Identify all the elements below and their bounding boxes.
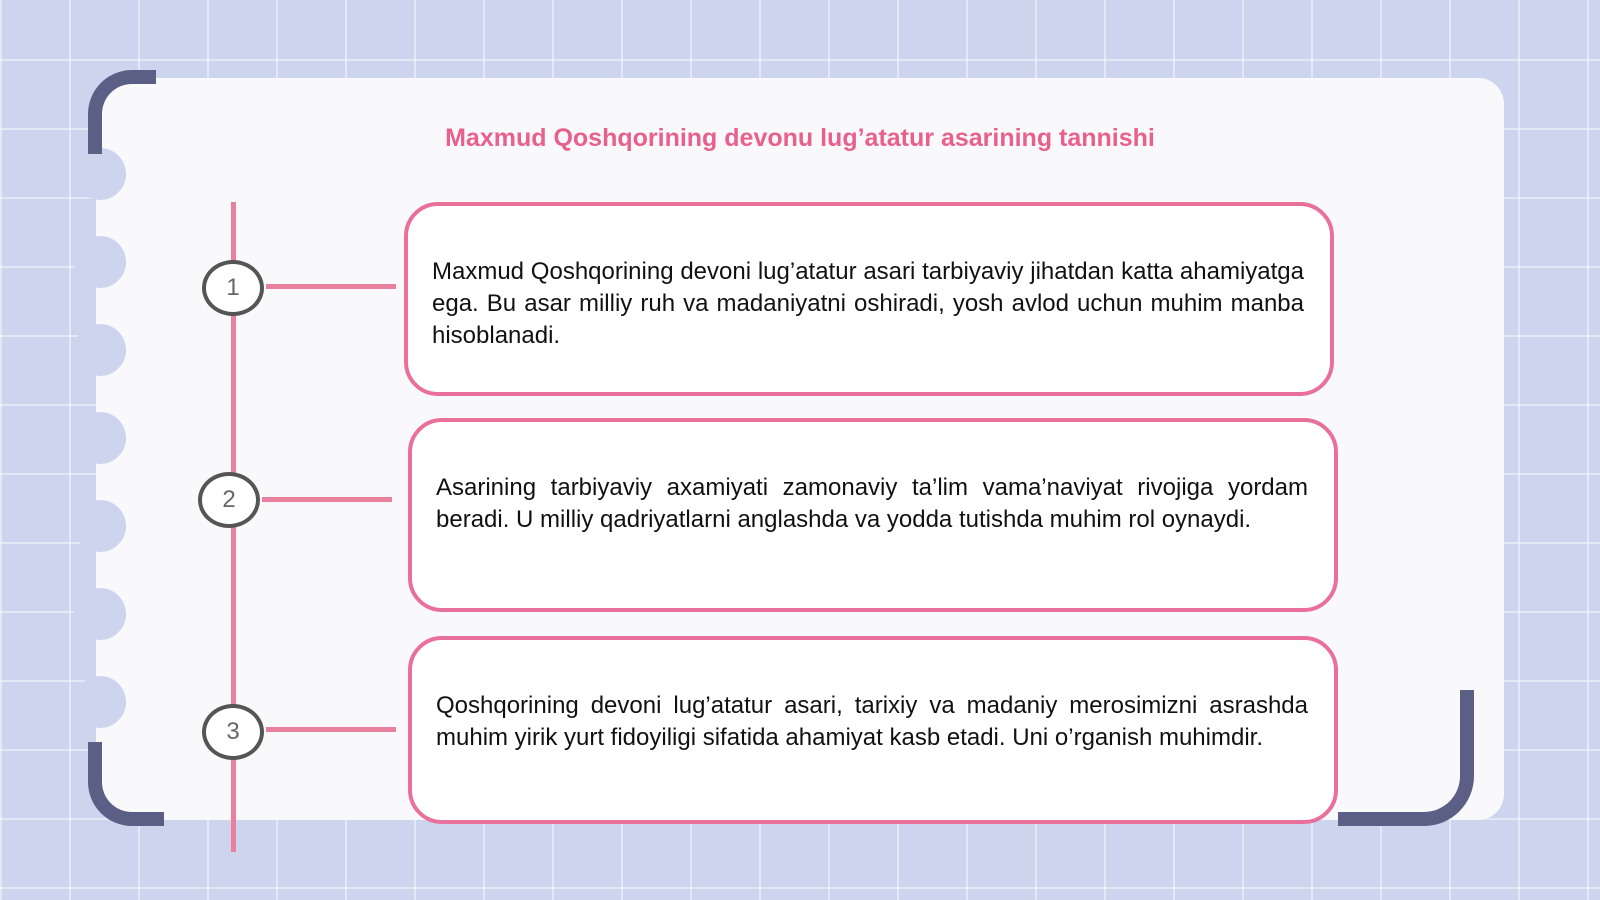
- binder-hole: [74, 588, 126, 640]
- corner-bracket-bottom-right: [1338, 690, 1474, 826]
- timeline-card: [408, 636, 1338, 824]
- step-number-circle: 2: [198, 472, 260, 528]
- timeline-card: [408, 418, 1338, 612]
- timeline-card: [404, 202, 1334, 396]
- timeline-connector: [266, 727, 396, 732]
- card-text: Maxmud Qoshqorining devoni lug’atatur asari tarbiyaviy jihatdan katta ahamiyatga ega. Bu asar milliy ruh va madaniyatni oshiradi, yosh avlod uchun muhim manba hisoblanadi.: [432, 258, 1304, 349]
- binder-hole: [74, 500, 126, 552]
- binder-hole: [74, 148, 126, 200]
- timeline-connector: [262, 497, 392, 502]
- corner-bracket-bottom-left: [88, 742, 164, 826]
- binder-hole: [74, 324, 126, 376]
- card-text: Asarining tarbiyaviy axamiyati zamonaviy ta’lim vama’naviyat rivojiga yordam beradi. U milliy qadriyatlarni anglashda va yodda tutishda muhim rol oynaydi.: [436, 474, 1308, 533]
- binder-hole: [74, 676, 126, 728]
- binder-hole: [74, 412, 126, 464]
- slide-title: Maxmud Qoshqorining devonu lug’atatur asarining tannishi: [445, 124, 1155, 152]
- step-number-circle: 3: [202, 704, 264, 760]
- card-text: Qoshqorining devoni lug’atatur asari, tarixiy va madaniy merosimizni asrashda muhim yirik yurt fidoyiligi sifatida ahamiyat kasb etadi. Uni o’rganish muhimdir.: [436, 692, 1308, 751]
- timeline-connector: [266, 284, 396, 289]
- binder-hole: [74, 236, 126, 288]
- step-number-circle: 1: [202, 260, 264, 316]
